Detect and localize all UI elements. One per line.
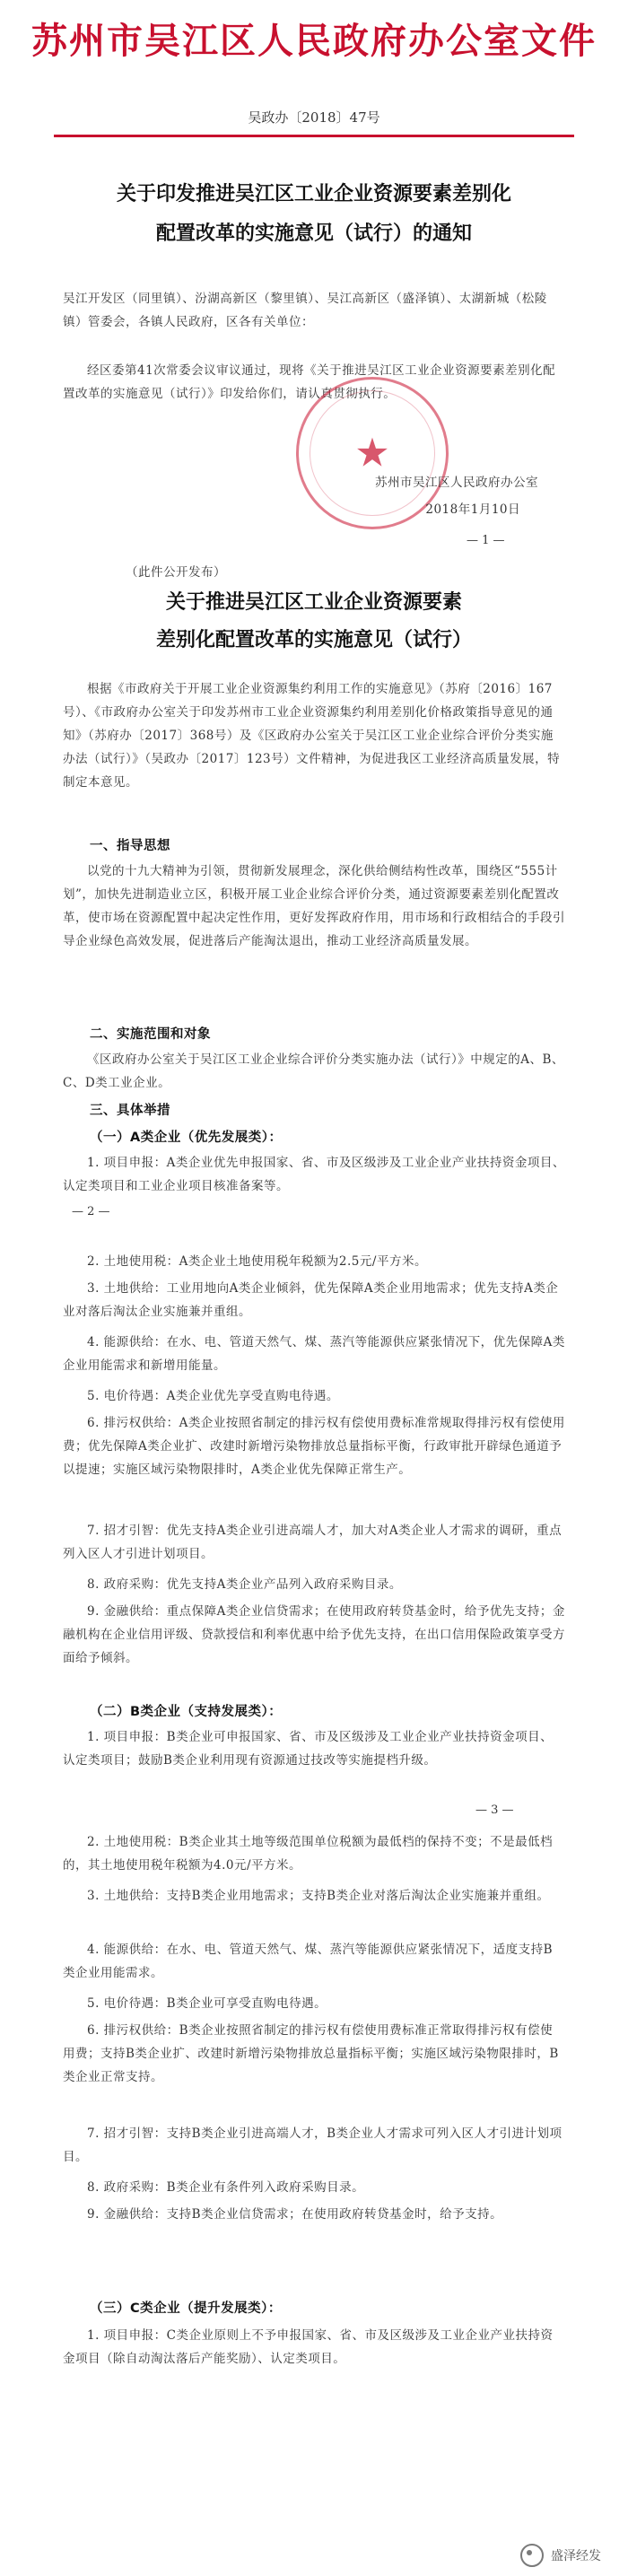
section-1-heading: 一、指导思想 [90,839,170,853]
section-3-heading: 三、具体举措 [90,1104,170,1118]
page-number-2: — 2 — [72,1205,110,1218]
a-item-8: 8. 政府采购：优先支持A类企业产品列入政府采购目录。 [87,1577,402,1592]
b-item-9: 9. 金融供给：支持B类企业信贷需求；在使用政府转贷基金时，给予支持。 [87,2207,503,2222]
c-item-1: 1. 项目申报：C类企业原则上不予申报国家、省、市及区级涉及工业企业产业扶持资金项目（除自动淘汰落后产能奖励）、认定类项目。 [63,2328,554,2366]
category-a-heading: （一）A类企业（优先发展类）： [90,1131,283,1145]
b-item-3: 3. 土地供给：支持B类企业用地需求；支持B类企业对落后淘汰企业实施兼并重组。 [87,1889,550,1903]
page-number-3: — 3 — [475,1803,514,1817]
a-item-7: 7. 招才引智：优先支持A类企业引进高端人才，加大对A类企业人才需求的调研，重点列入区人才引进计划项目。 [63,1524,563,1561]
a-item-5: 5. 电价待遇：A类企业优先享受直购电待遇。 [87,1389,339,1403]
seal-star-icon: ★ [354,430,390,476]
a-item-3: 3. 土地供给：工业用地向A类企业倾斜，优先保障A类企业用地需求；优先支持A类企业对落后淘汰企业实施兼并重组。 [63,1281,559,1319]
watermark-label: 盛泽经发 [551,2549,601,2563]
a-item-6: 6. 排污权供给：A类企业按照省制定的排污权有偿使用费标准常规取得排污权有偿使用费；优先保障A类企业扩、改建时新增污染物排放总量指标平衡，行政审批开辟绿色通道予以提速；实施区域污染物限排时，A类企业优先保障正常生产。 [63,1416,565,1477]
notice-body: 经区委第41次常委会议审议通过，现将《关于推进吴江区工业企业资源要素差别化配置改革的实施意见（试行）》印发给你们，请认真贯彻执行。 [63,363,556,401]
a-item-4: 4. 能源供给：在水、电、管道天然气、煤、蒸汽等能源供应紧张情况下，优先保障A类企业用能需求和新增用能量。 [63,1335,565,1373]
section-1-body: 以党的十九大精神为引领，贯彻新发展理念，深化供给侧结构性改革，围绕区“555计划”，加快先进制造业立区，积极开展工业企业综合评价分类，通过资源要素差别化配置改革，使市场在资源配置中起决定性作用，更好发挥政府作用，用市场和行政相结合的手段引导企业绿色高效发展，促进落后产能淘汰退出，推动工业经济高质量发展。 [63,864,565,948]
b-item-8: 8. 政府采购：B类企业有条件列入政府采购目录。 [87,2180,365,2195]
notice-title-line1: 关于印发推进吴江区工业企业资源要素差别化 [116,183,511,205]
red-divider [54,135,574,137]
b-item-7: 7. 招才引智：支持B类企业引进高端人才，B类企业人才需求可列入区人才引进计划项目。 [63,2126,563,2164]
section-2-heading: 二、实施范围和对象 [90,1027,211,1042]
opinion-intro: 根据《市政府关于开展工业企业资源集约利用工作的实施意见》（苏府〔2016〕167号）、《市政府办公室关于印发苏州市工业企业资源集约利用差别化价格政策指导意见的通知》（苏府办〔2017〕368号）及《区政府办公室关于吴江区工业企业综合评价分类实施办法（试行）》（吴政办〔2017〕123号）文件精神，为促进我区工业经济高质量发展，特制定本意见。 [63,682,561,790]
notice-date: 2018年1月10日 [425,502,520,517]
document-number: 吴政办〔2018〕47号 [248,109,380,126]
b-item-1: 1. 项目申报：B类企业可申报国家、省、市及区级涉及工业企业产业扶持资金项目、认定类项目；鼓励B类企业利用现有资源通过技改等实施提档升级。 [63,1730,554,1768]
a-item-9: 9. 金融供给：重点保障A类企业信贷需求；在使用政府转贷基金时，给予优先支持；金融机构在企业信用评级、贷款授信和利率优惠中给予优先支持，在出口信用保险政策享受方面给予倾斜。 [63,1604,565,1665]
b-item-5: 5. 电价待遇：B类企业可享受直购电待遇。 [87,1996,327,2011]
watermark [520,2544,601,2567]
b-item-6: 6. 排污权供给：B类企业按照省制定的排污权有偿使用费标准正常取得排污权有偿使用费；支持B类企业扩、改建时新增污染物排放总量指标平衡；实施区域污染物限排时，B类企业正常支持。 [63,2023,559,2084]
category-c-heading: （三）C类企业（提升发展类）： [90,2301,282,2316]
category-b-heading: （二）B类企业（支持发展类）： [90,1705,283,1719]
a-item-1: 1. 项目申报：A类企业优先申报国家、省、市及区级涉及工业企业产业扶持资金项目、认定类项目和工业企业项目核准备案等。 [63,1156,565,1193]
section-2-body: 《区政府办公室关于吴江区工业企业综合评价分类实施办法（试行）》中规定的A、B、C、D类工业企业。 [63,1052,564,1090]
document-header-title: 苏州市吴江区人民政府办公室文件 [31,21,597,62]
b-item-4: 4. 能源供给：在水、电、管道天然气、煤、蒸汽等能源供应紧张情况下，适度支持B类企业用能需求。 [63,1943,554,1980]
notice-title-line2: 配置改革的实施意见（试行）的通知 [155,223,472,245]
opinion-title-line2: 差别化配置改革的实施意见（试行） [155,629,472,651]
wechat-icon [520,2544,544,2567]
opinion-title-line1: 关于推进吴江区工业企业资源要素 [165,591,462,614]
notice-recipients: 吴江开发区（同里镇）、汾湖高新区（黎里镇）、吴江高新区（盛泽镇）、太湖新城（松陵镇）管委会，各镇人民政府，区各有关单位： [63,292,547,329]
public-note: （此件公开发布） [126,565,226,580]
page-number-1: — 1 — [467,534,505,547]
b-item-2: 2. 土地使用税：B类企业其土地等级范围单位税额为最低档的保持不变；不是最低档的，其土地使用税年税额为4.0元/平方米。 [63,1835,554,1873]
a-item-2: 2. 土地使用税：A类企业土地使用税年税额为2.5元/平方米。 [87,1254,427,1269]
notice-signature: 苏州市吴江区人民政府办公室 [375,476,538,490]
